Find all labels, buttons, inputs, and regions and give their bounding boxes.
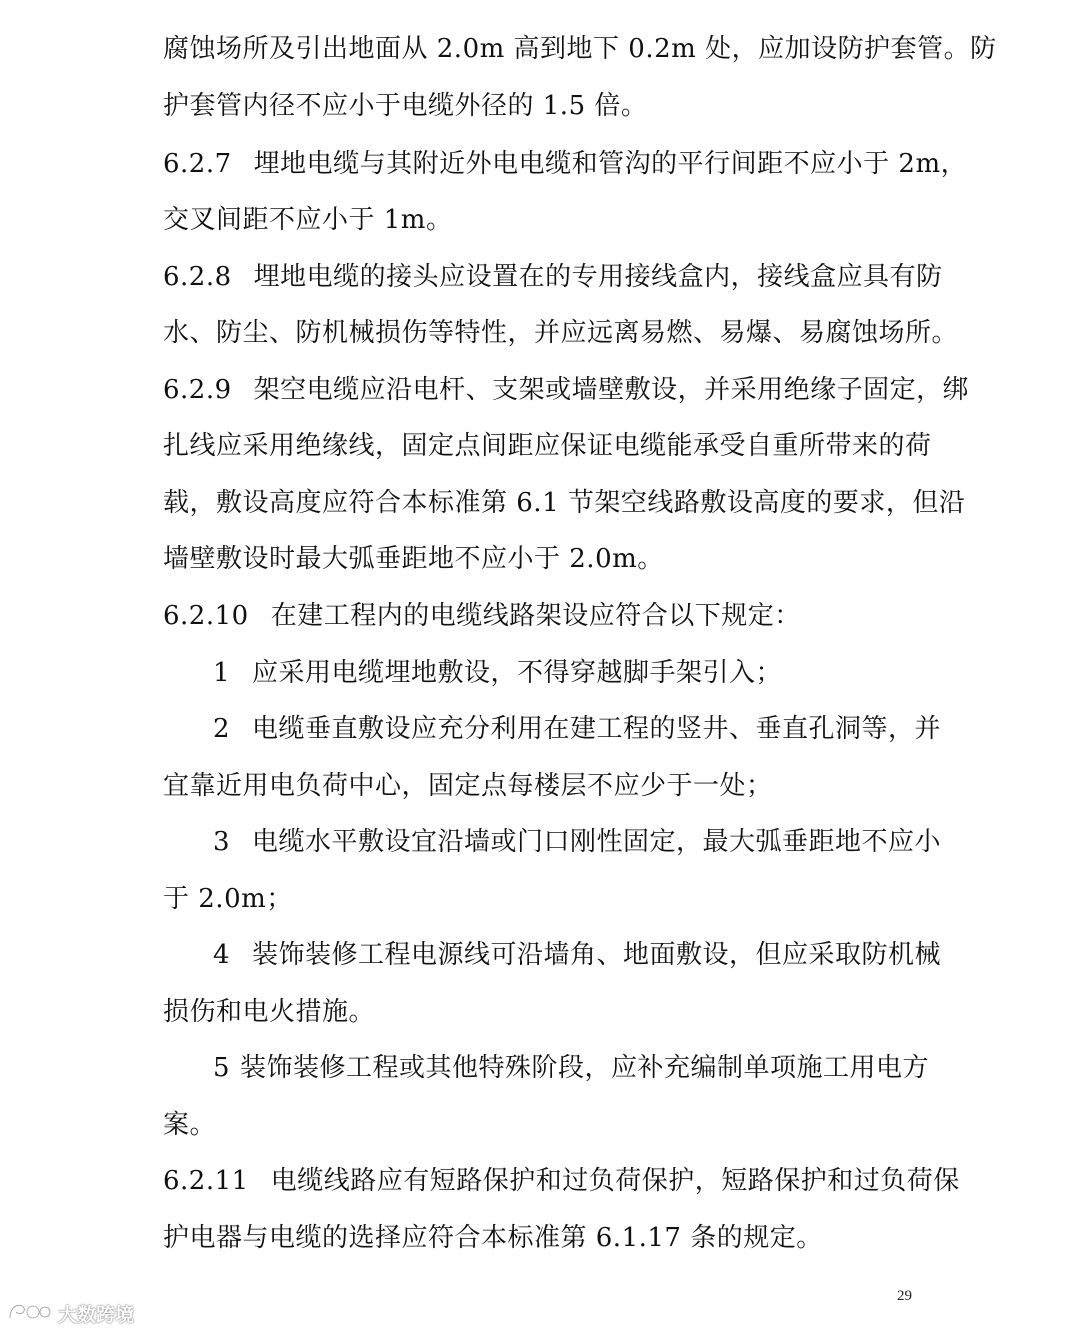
clause-6-2-7 <box>163 146 968 182</box>
clause-number: 6.2.8 <box>163 262 232 292</box>
text-line: 腐蚀场所及引出地面从 2.0m 高到地下 0.2m 处，应加设防护套管。防 <box>163 34 997 64</box>
item-text: 电缆水平敷设宜沿墙或门口刚性固定，最大弧垂距地不应小 <box>252 827 942 857</box>
watermark-text: 大数跨境 <box>58 1303 135 1326</box>
logo-icon <box>6 1298 52 1329</box>
clause-text: 埋地电缆的接头应设置在的专用接线盒内，接线盒应具有防 <box>253 262 943 292</box>
item-number: 3 <box>213 827 231 857</box>
text-line: 案。 <box>163 1110 217 1140</box>
text-line: 宜靠近用电负荷中心，固定点每楼层不应少于一处； <box>163 771 773 801</box>
clause-text: 在建工程内的电缆线路架设应符合以下规定： <box>270 601 801 631</box>
clause-text: 埋地电缆与其附近外电电缆和管沟的平行间距不应小于 2m， <box>253 149 968 179</box>
item-text: 电缆垂直敷设应充分利用在建工程的竖井、垂直孔洞等，并 <box>252 714 942 744</box>
list-item-5 <box>213 1050 973 1086</box>
item-text: 装饰装修工程电源线可沿墙角、地面敷设，但应采取防机械 <box>252 940 942 970</box>
text-line: 载，敷设高度应符合本标准第 6.1 节架空线路敷设高度的要求，但沿 <box>163 488 966 518</box>
item-number: 2 <box>213 714 231 744</box>
clause-6-2-9 <box>163 372 970 408</box>
clause-number: 6.2.9 <box>163 375 232 405</box>
list-item-3 <box>213 824 973 860</box>
item-number: 5 <box>213 1053 231 1083</box>
text-line: 损伤和电火措施。 <box>163 997 376 1027</box>
text-line: 护套管内径不应小于电缆外径的 1.5 倍。 <box>163 91 648 121</box>
page-number: 29 <box>897 1288 912 1304</box>
text-line: 于 2.0m； <box>163 884 293 914</box>
item-number: 4 <box>213 940 231 970</box>
text-line: 扎线应采用绝缘线，固定点间距应保证电缆能承受自重所带来的荷 <box>163 431 932 461</box>
clause-6-2-10 <box>163 598 923 634</box>
clause-number: 6.2.7 <box>163 149 232 179</box>
clause-6-2-11 <box>163 1163 960 1199</box>
item-text: 装饰装修工程或其他特殊阶段，应补充编制单项施工用电方 <box>240 1053 930 1083</box>
clause-text: 电缆线路应有短路保护和过负荷保护，短路保护和过负荷保 <box>270 1166 960 1196</box>
clause-6-2-8 <box>163 259 943 295</box>
list-item-1 <box>213 655 973 691</box>
clause-text: 架空电缆应沿电杆、支架或墙壁敷设，并采用绝缘子固定，绑 <box>253 375 970 405</box>
text-line: 墙壁敷设时最大弧垂距地不应小于 2.0m。 <box>163 544 664 574</box>
watermark <box>6 1298 134 1328</box>
clause-number: 6.2.11 <box>163 1166 249 1196</box>
text-line: 水、防尘、防机械损伤等特性，并应远离易燃、易爆、易腐蚀场所。 <box>163 318 959 348</box>
text-line: 交叉间距不应小于 1m。 <box>163 205 453 235</box>
list-item-2 <box>213 711 973 747</box>
list-item-4 <box>213 937 973 973</box>
clause-number: 6.2.10 <box>163 601 249 631</box>
item-text: 应采用电缆埋地敷设，不得穿越脚手架引入； <box>252 658 783 688</box>
text-line: 护电器与电缆的选择应符合本标准第 6.1.17 条的规定。 <box>163 1223 823 1253</box>
item-number: 1 <box>213 658 231 688</box>
